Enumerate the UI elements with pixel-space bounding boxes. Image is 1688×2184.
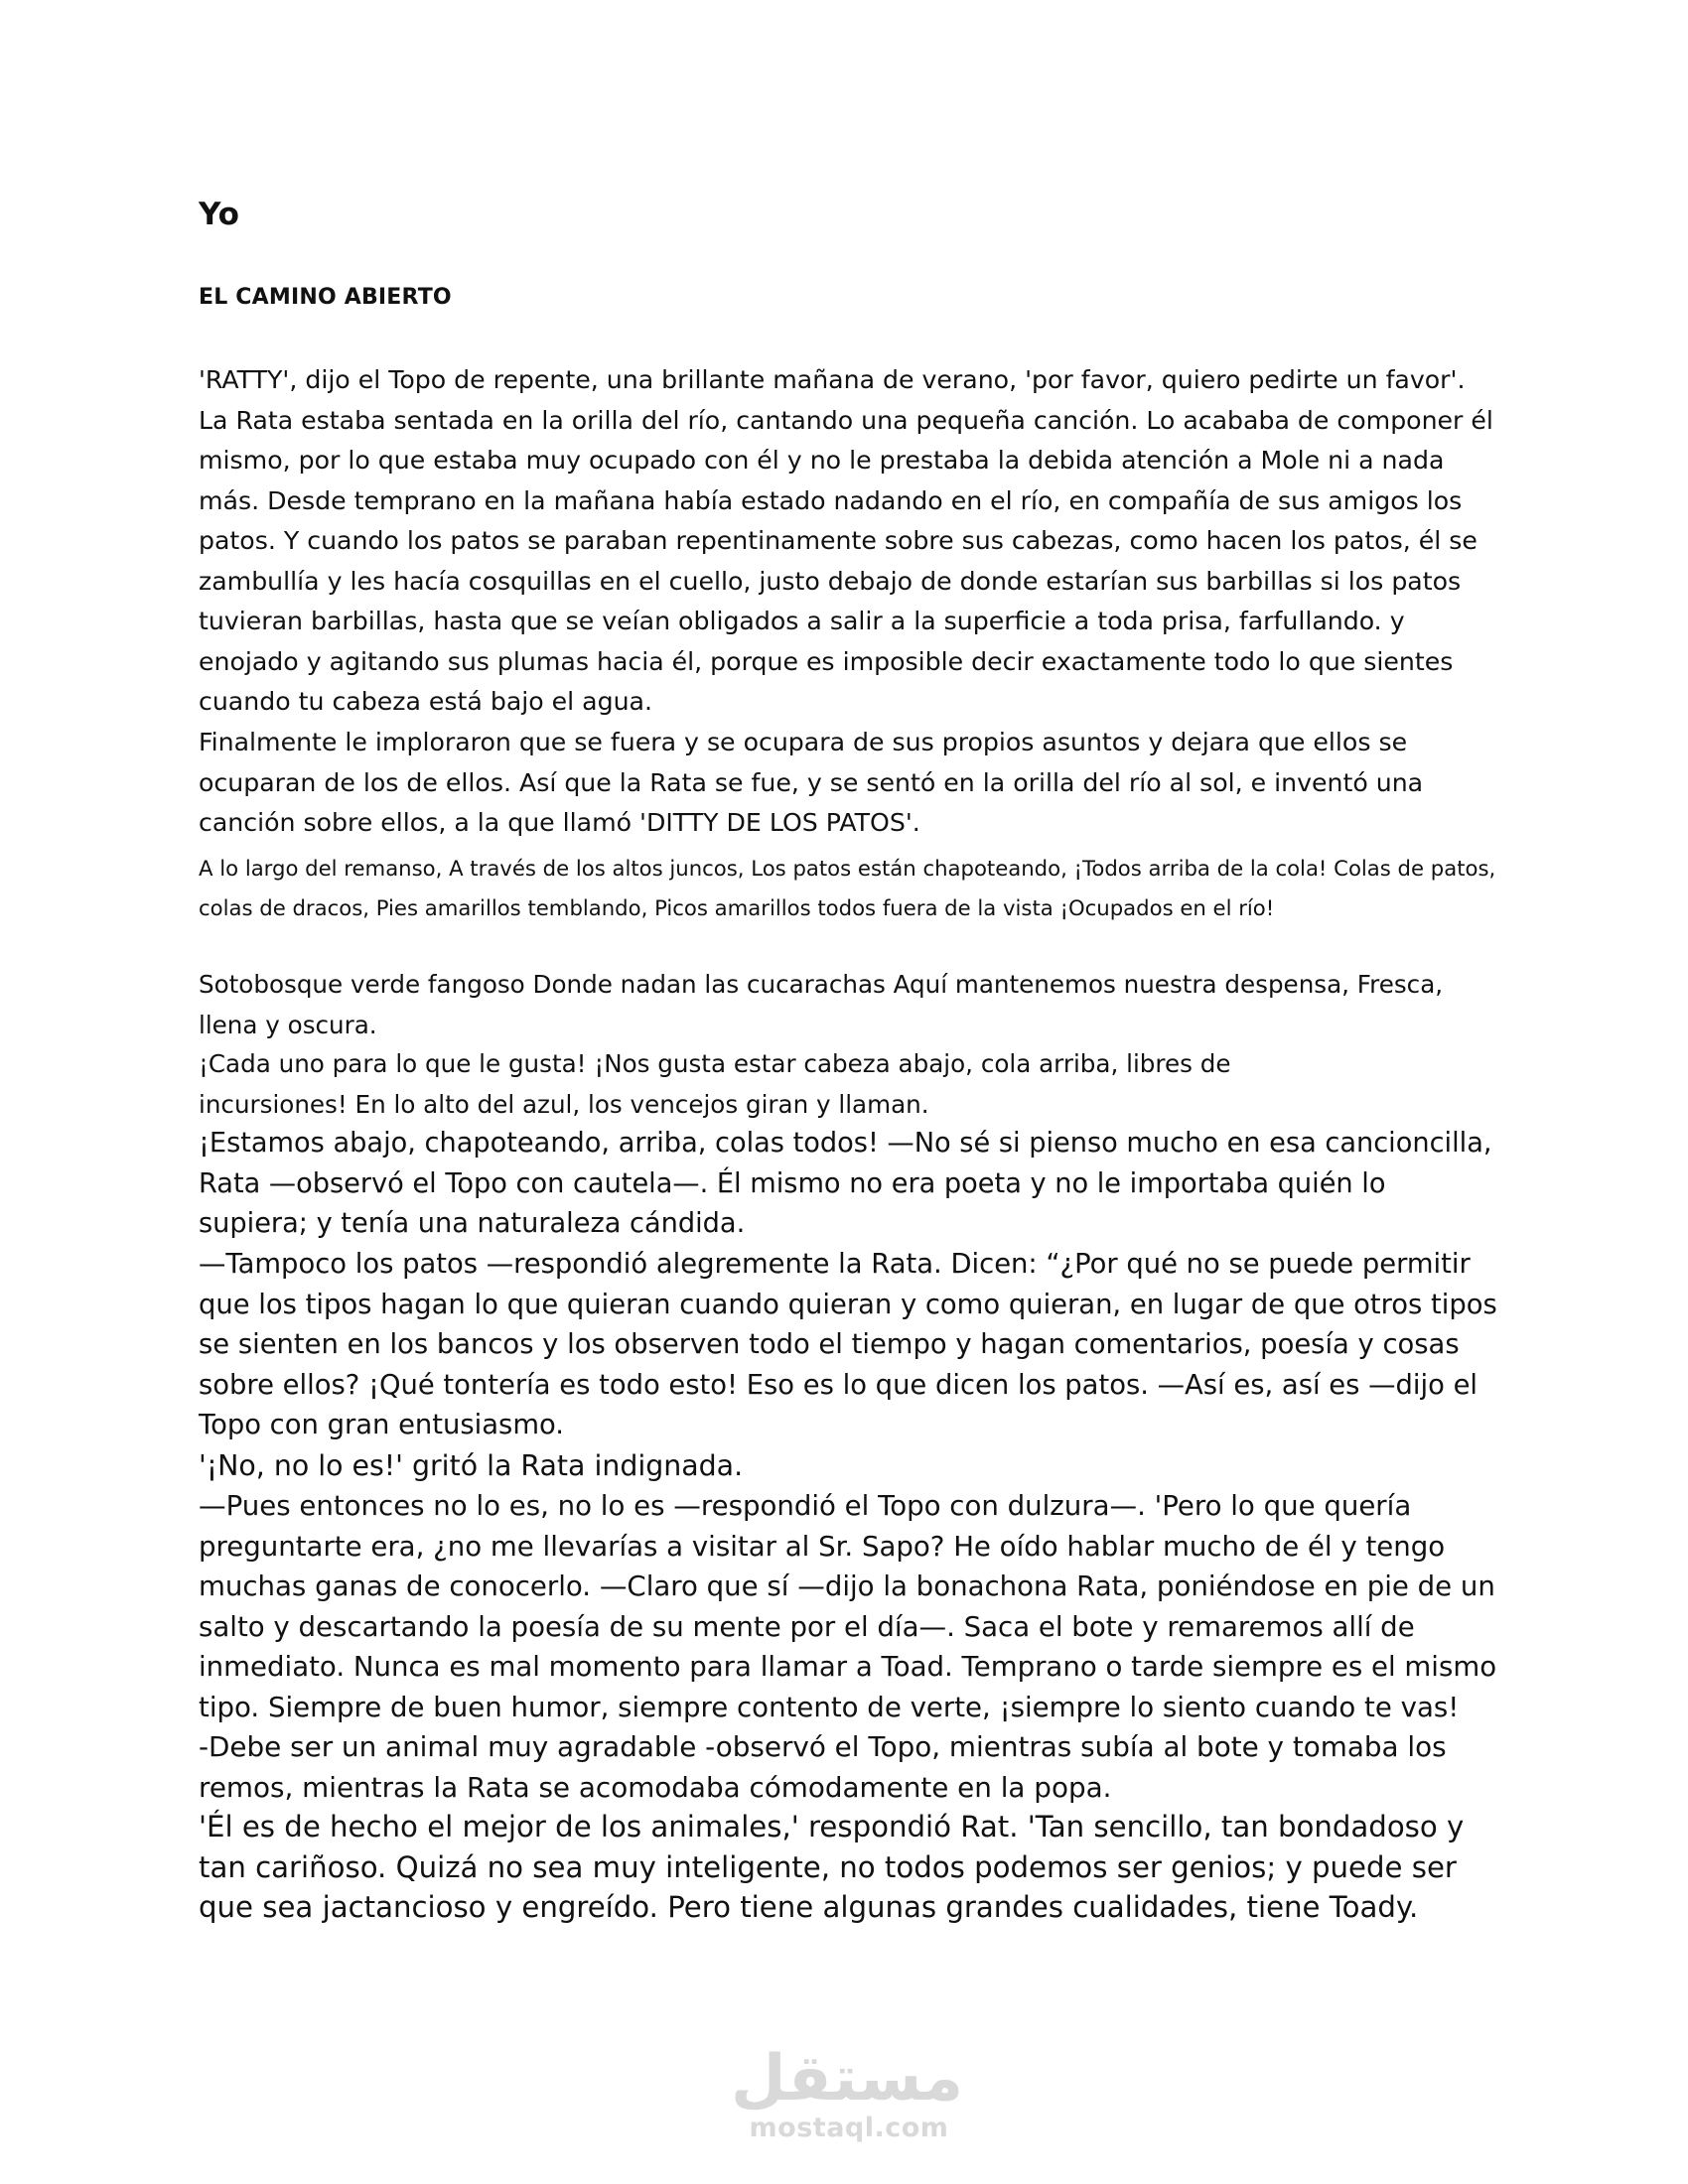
paragraph-5: ¡Cada uno para lo que le gusta! ¡Nos gusta estar cabeza abajo, cola arriba, libres de incursiones! En lo alto del azul, los vencejos giran y llaman. — [199, 1049, 1231, 1119]
paragraph-2: Finalmente le imploraron que se fuera y se ocupara de sus propios asuntos y dejara que ellos se ocuparan de los de ellos. Así que la Rata se fue, y se sentó en la orilla del río al sol, e inventó una canción sobre ellos, a la que llamó 'DITTY DE LOS PATOS'. — [199, 728, 1424, 837]
watermark-latin: mostaql.com — [749, 2113, 949, 2143]
watermark-arabic: مستقل — [730, 2042, 963, 2116]
chapter-title: EL CAMINO ABIERTO — [199, 285, 452, 310]
paragraph-1: 'RATTY', dijo el Topo de repente, una brillante mañana de verano, 'por favor, quiero pedirte un favor'. La Rata estaba sentada en la orilla del río, cantando una pequeña canción. Lo acababa de componer él mismo, por lo que estaba muy ocupado con él y no le prestaba la debida atención a Mole ni a nada más. Desde temprano en la mañana había estado nadando en el río, en compañía de sus amigos los patos. Y cuando los patos se paraban repentinamente sobre sus cabezas, como hacen los patos, él se zambullía y les hacía cosquillas en el cuello, justo debajo de donde estarían sus barbillas si los patos tuvieran barbillas, hasta que se veían obligados a salir a la superficie a toda prisa, farfullando. y enojado y agitando sus plumas hacia él, porque es imposible decir exactamente todo lo que sientes cuando tu cabeza está bajo el agua. — [199, 365, 1493, 716]
paragraph-6: ¡Estamos abajo, chapoteando, arriba, colas todos! —No sé si pienso mucho en esa cancioncilla, Rata —observó el Topo con cautela—. Él mismo no era poeta y no le importaba quién lo supiera; y tenía una naturaleza cándida. — [199, 1128, 1492, 1239]
watermark — [730, 2042, 963, 2154]
chapter-heading: Yo — [199, 197, 239, 232]
paragraph-8: '¡No, no lo es!' gritó la Rata indignada. — [199, 1449, 744, 1482]
paragraph-9: —Pues entonces no lo es, no lo es —respondió el Topo con dulzura—. 'Pero lo que quería preguntarte era, ¿no me llevarías a visitar al Sr. Sapo? He oído hablar mucho de él y tengo muchas ganas de conocerlo. —Claro que sí —dijo la bonachona Rata, poniéndose en pie de un salto y descartando la poesía de su mente por el día—. Saca el bote y remaremos allí de inmediato. Nunca es mal momento para llamar a Toad. Temprano o tarde siempre es el mismo tipo. Siempre de buen humor, siempre contento de verte, ¡siempre lo siento cuando te vas! — [199, 1489, 1497, 1723]
paragraph-4: Sotobosque verde fangoso Donde nadan las cucarachas Aquí mantenemos nuestra despensa, Fresca, llena y oscura. — [199, 970, 1444, 1039]
paragraph-10: -Debe ser un animal muy agradable -observó el Topo, mientras subía al bote y tomaba los remos, mientras la Rata se acomodaba cómodamente en la popa. — [199, 1730, 1447, 1804]
paragraph-3-song: A lo largo del remanso, A través de los altos juncos, Los patos están chapoteando, ¡Todos arriba de la cola! Colas de patos, colas de dracos, Pies amarillos temblando, Picos amarillos todos fuera de la vista ¡Ocupados en el río! — [199, 856, 1496, 920]
paragraph-11: 'Él es de hecho el mejor de los animales,' respondió Rat. 'Tan sencillo, tan bondadoso y tan cariñoso. Quizá no sea muy inteligente, no todos podemos ser genios; y puede ser que sea jactancioso y engreído. Pero tiene algunas grandes cualidades, tiene Toady. — [199, 1810, 1465, 1924]
paragraph-7: —Tampoco los patos —respondió alegremente la Rata. Dicen: “¿Por qué no se puede permitir que los tipos hagan lo que quieran cuando quieran y como quieran, en lugar de que otros tipos se sienten en los bancos y los observen todo el tiempo y hagan comentarios, poesía y cosas sobre ellos? ¡Qué tontería es todo esto! Eso es lo que dicen los patos. —Así es, así es —dijo el Topo con gran entusiasmo. — [199, 1249, 1497, 1440]
